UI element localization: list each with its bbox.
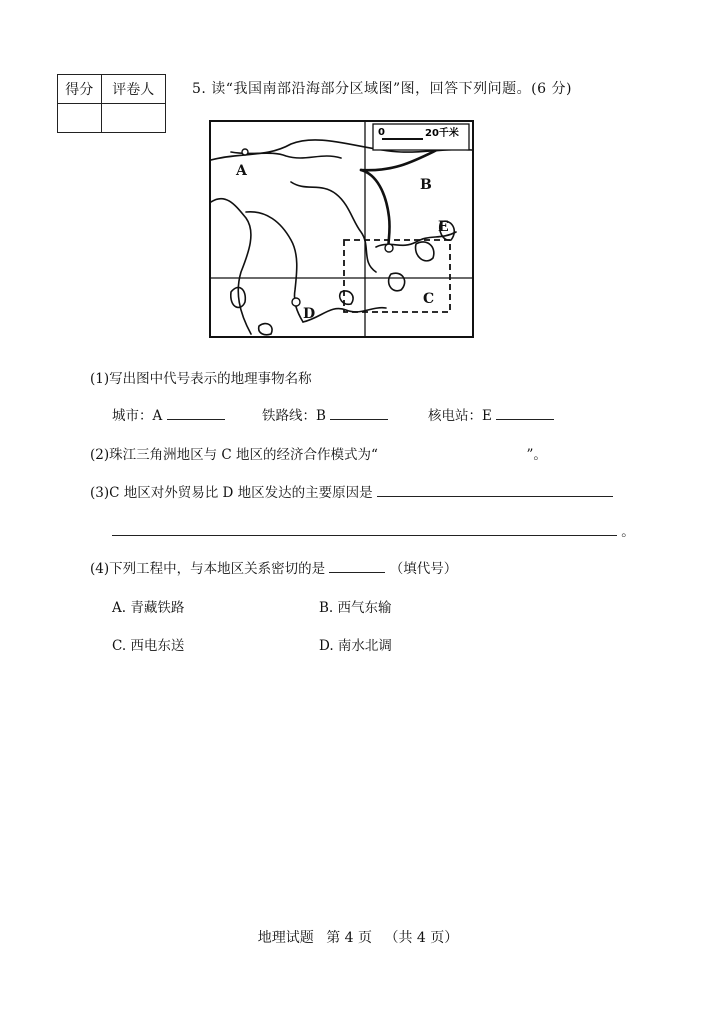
map-svg bbox=[211, 122, 472, 336]
scale-zero: 0 bbox=[378, 127, 385, 138]
part1-nuclear-row bbox=[428, 404, 554, 424]
part3-row bbox=[90, 481, 613, 501]
city-label: 城市：A bbox=[112, 408, 163, 424]
city-answer-blank[interactable] bbox=[167, 405, 225, 420]
label-e: E bbox=[438, 219, 449, 235]
part2-prompt: (2)珠江三角洲地区与 C 地区的经济合作模式为“ bbox=[90, 447, 378, 463]
nuclear-label: 核电站：E bbox=[428, 408, 492, 424]
question-title: 5. 读“我国南部沿海部分区域图”图，回答下列问题。(6 分) bbox=[192, 81, 572, 97]
coast-west bbox=[211, 199, 251, 334]
part3-row-2 bbox=[112, 520, 635, 540]
coast-south bbox=[303, 308, 386, 322]
score-cell[interactable] bbox=[58, 104, 102, 133]
part2-end: ”。 bbox=[526, 447, 547, 463]
label-a: A bbox=[236, 163, 247, 179]
footer-subject: 地理试题 bbox=[257, 930, 314, 946]
part2-row bbox=[90, 443, 547, 463]
option-d: D. 南水北调 bbox=[319, 638, 392, 654]
label-b: B bbox=[420, 177, 432, 193]
city-a-marker bbox=[242, 149, 248, 155]
grader-label: 评卷人 bbox=[101, 75, 166, 104]
part3-end: 。 bbox=[621, 524, 635, 540]
island-6 bbox=[340, 291, 353, 304]
part4-answer-blank[interactable] bbox=[329, 558, 385, 573]
footer-page: 第 4 页 bbox=[326, 930, 372, 946]
label-d: D bbox=[303, 306, 316, 322]
part4-suffix: （填代号） bbox=[389, 561, 458, 577]
nuclear-answer-blank[interactable] bbox=[496, 405, 554, 420]
region-map bbox=[209, 120, 474, 338]
label-c: C bbox=[423, 291, 435, 307]
score-table bbox=[57, 74, 166, 133]
island-4 bbox=[416, 242, 434, 261]
island-3 bbox=[389, 273, 405, 291]
city-d-marker bbox=[292, 298, 300, 306]
part3-answer-blank-2[interactable] bbox=[112, 521, 617, 536]
part4-prompt: (4)下列工程中，与本地区关系密切的是 bbox=[90, 561, 326, 577]
station-marker bbox=[385, 244, 393, 252]
estuary-2 bbox=[291, 182, 376, 272]
footer-total: （共 4 页） bbox=[384, 930, 459, 946]
part1-prompt: (1)写出图中代号表示的地理事物名称 bbox=[90, 371, 312, 387]
part4-row bbox=[90, 557, 457, 577]
option-b: B. 西气东输 bbox=[319, 600, 392, 616]
island-2 bbox=[259, 324, 272, 335]
score-label: 得分 bbox=[58, 75, 102, 104]
grader-cell[interactable] bbox=[101, 104, 166, 133]
part3-prompt: (3)C 地区对外贸易比 D 地区发达的主要原因是 bbox=[90, 485, 373, 501]
option-c: C. 西电东送 bbox=[112, 638, 185, 654]
option-a: A. 青藏铁路 bbox=[112, 600, 185, 616]
railway-label: 铁路线：B bbox=[262, 408, 326, 424]
part1-railway-row bbox=[262, 404, 388, 424]
page-footer bbox=[0, 927, 716, 947]
scale-label: 20千米 bbox=[425, 128, 459, 139]
part3-answer-blank[interactable] bbox=[377, 482, 613, 497]
part1-city-row bbox=[112, 404, 225, 424]
railway-answer-blank[interactable] bbox=[330, 405, 388, 420]
